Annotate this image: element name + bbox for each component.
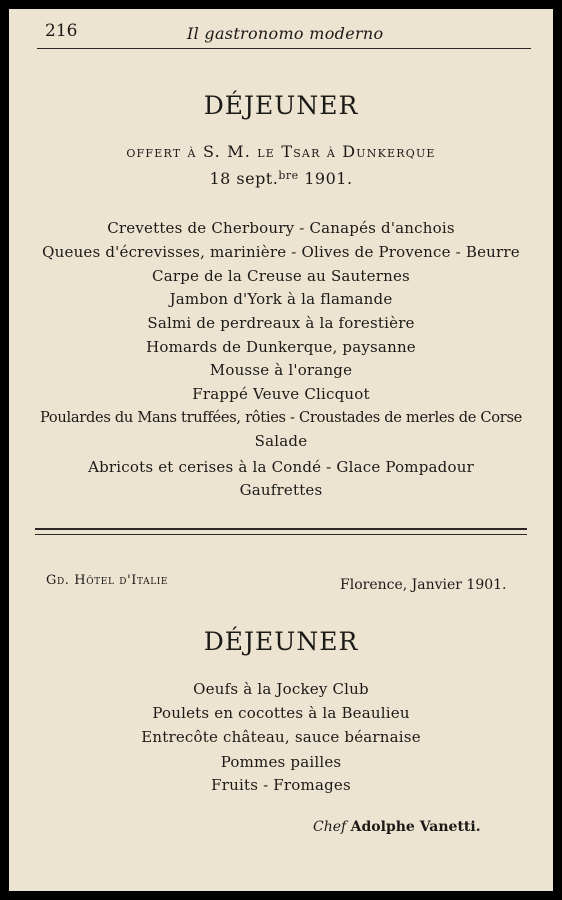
menu-date-year: 1901. (304, 169, 353, 188)
menu-item: Salade (254, 432, 308, 450)
menu-item: Gaufrettes (239, 481, 323, 499)
chef-role: Chef (313, 819, 347, 835)
menu-title: DÉJEUNER (203, 627, 359, 656)
menu-item: Mousse à l'orange (209, 361, 353, 379)
menu-item: Fruits - Fromages (211, 776, 351, 794)
menu-item: Homards de Dunkerque, paysanne (146, 338, 416, 356)
menu-occasion: offert à S. M. le Tsar à Dunkerque (126, 142, 436, 161)
page-number: 216 (45, 21, 78, 41)
menu-item: Entrecôte château, sauce béarnaise (141, 728, 421, 746)
menu-item: Abricots et cerises à la Condé - Glace Pompadour (88, 458, 474, 476)
menu-item: Salmi de perdreaux à la forestière (147, 314, 415, 332)
menu-item: Carpe de la Creuse au Sauternes (152, 267, 410, 285)
hotel-name: Gd. Hôtel d'Italie (46, 573, 169, 588)
menu-item: Queues d'écrevisses, marinière - Olives de Provence - Beurre (42, 243, 520, 261)
menu-item: Frappé Veuve Clicquot (192, 385, 370, 403)
chef-name: Adolphe Vanetti. (350, 819, 481, 835)
menu-item: Crevettes de Cherboury - Canapés d'anchois (107, 219, 455, 237)
menu-item: Pommes pailles (220, 753, 342, 771)
section-rule-bottom (35, 534, 527, 535)
chef-signature (313, 819, 481, 835)
menu-title: DÉJEUNER (203, 91, 359, 120)
menu-date-suffix: bre (278, 169, 299, 182)
menu-date-day-month: 18 sept. (209, 169, 279, 188)
book-page (9, 9, 553, 891)
menu-item: Poulardes du Mans truffées, rôties - Croustades de merles de Corse (40, 409, 522, 426)
menu-item: Jambon d'York à la flamande (169, 290, 393, 308)
menu-date (9, 169, 553, 188)
place-date: Florence, Janvier 1901. (340, 577, 507, 593)
menu-item: Oeufs à la Jockey Club (193, 680, 369, 698)
section-rule-top (35, 528, 527, 530)
header-rule (37, 48, 531, 49)
menu-item: Poulets en cocottes à la Beaulieu (152, 704, 410, 722)
page-header (9, 17, 553, 47)
running-title: Il gastronomo moderno (187, 24, 384, 43)
